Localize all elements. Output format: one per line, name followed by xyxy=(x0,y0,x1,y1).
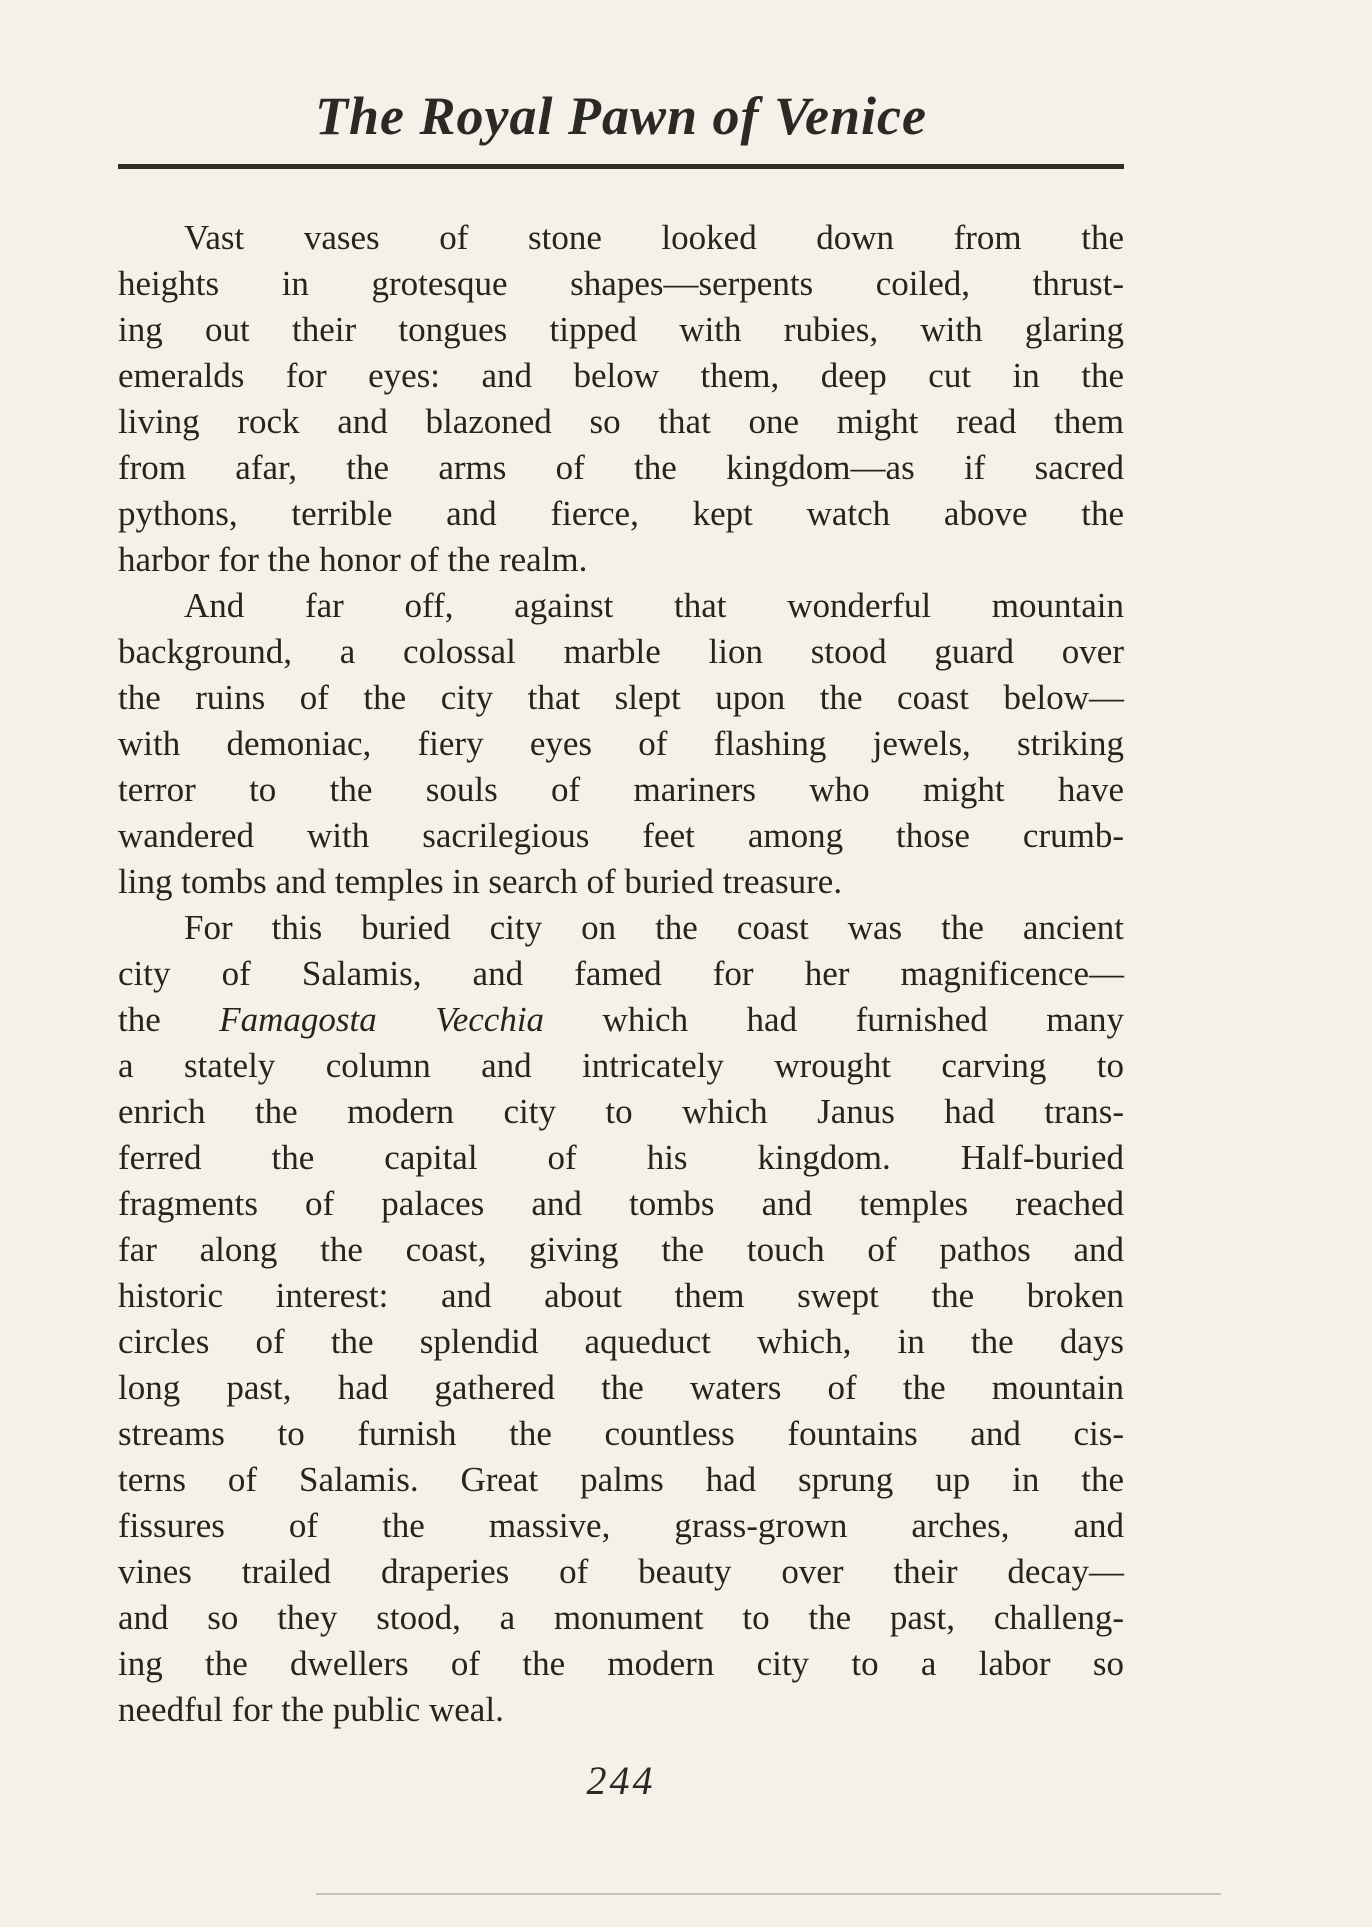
text-line: and so they stood, a monument to the past, challeng- xyxy=(118,1598,1124,1637)
text-line: ing out their tongues tipped with rubies, with glaring xyxy=(118,310,1124,349)
text-line: harbor for the honor of the realm. xyxy=(118,540,588,579)
text-line: ferred the capital of his kingdom. Half-buried xyxy=(118,1138,1124,1177)
italic-text: Famagosta Vecchia xyxy=(219,1000,545,1039)
text-line: circles of the splendid aqueduct which, in the days xyxy=(118,1322,1124,1361)
text-line: terns of Salamis. Great palms had sprung up in the xyxy=(118,1460,1124,1499)
text-line: with demoniac, fiery eyes of flashing jewels, striking xyxy=(118,724,1124,763)
text-line: And far off, against that wonderful mountain xyxy=(184,586,1124,625)
text-line: streams to furnish the countless fountains and cis- xyxy=(118,1414,1124,1453)
text-line: the Famagosta Vecchia which had furnished many xyxy=(118,1000,1124,1039)
paragraph xyxy=(118,905,1124,1733)
text-line: terror to the souls of mariners who might have xyxy=(118,770,1124,809)
paragraph xyxy=(118,583,1124,905)
text-line: vines trailed draperies of beauty over their decay— xyxy=(118,1552,1124,1591)
text-line: Vast vases of stone looked down from the xyxy=(184,218,1124,257)
text-line: city of Salamis, and famed for her magnificence— xyxy=(118,954,1124,993)
page-header xyxy=(118,0,1124,169)
page-number: 244 xyxy=(586,1758,656,1803)
text-line: living rock and blazoned so that one might read them xyxy=(118,402,1124,441)
scan-artifact-line xyxy=(316,1893,1221,1895)
title-rule xyxy=(118,164,1124,169)
text-line: wandered with sacrilegious feet among those crumb- xyxy=(118,816,1124,855)
text-line: historic interest: and about them swept the broken xyxy=(118,1276,1124,1315)
text-line: far along the coast, giving the touch of pathos and xyxy=(118,1230,1124,1269)
text-line: background, a colossal marble lion stood guard over xyxy=(118,632,1124,671)
text-line: long past, had gathered the waters of the mountain xyxy=(118,1368,1124,1407)
text-line: fragments of palaces and tombs and temples reached xyxy=(118,1184,1124,1223)
text-block xyxy=(118,0,1124,1804)
body-text xyxy=(118,215,1124,1733)
text-line: enrich the modern city to which Janus had trans- xyxy=(118,1092,1124,1131)
text-line: a stately column and intricately wrought carving to xyxy=(118,1046,1124,1085)
text-line: from afar, the arms of the kingdom—as if sacred xyxy=(118,448,1124,487)
text-line: ling tombs and temples in search of buried treasure. xyxy=(118,862,843,901)
text-line: needful for the public weal. xyxy=(118,1690,504,1729)
text-line: emeralds for eyes: and below them, deep cut in the xyxy=(118,356,1124,395)
text-line: pythons, terrible and fierce, kept watch above the xyxy=(118,494,1124,533)
text-line: ing the dwellers of the modern city to a labor so xyxy=(118,1644,1124,1683)
paragraph xyxy=(118,215,1124,583)
page-title: The Royal Pawn of Venice xyxy=(315,86,927,146)
text-line: the ruins of the city that slept upon the coast below— xyxy=(118,678,1124,717)
text-line: heights in grotesque shapes—serpents coiled, thrust- xyxy=(118,264,1124,303)
text-line: fissures of the massive, grass-grown arches, and xyxy=(118,1506,1124,1545)
text-line: For this buried city on the coast was the ancient xyxy=(184,908,1124,947)
